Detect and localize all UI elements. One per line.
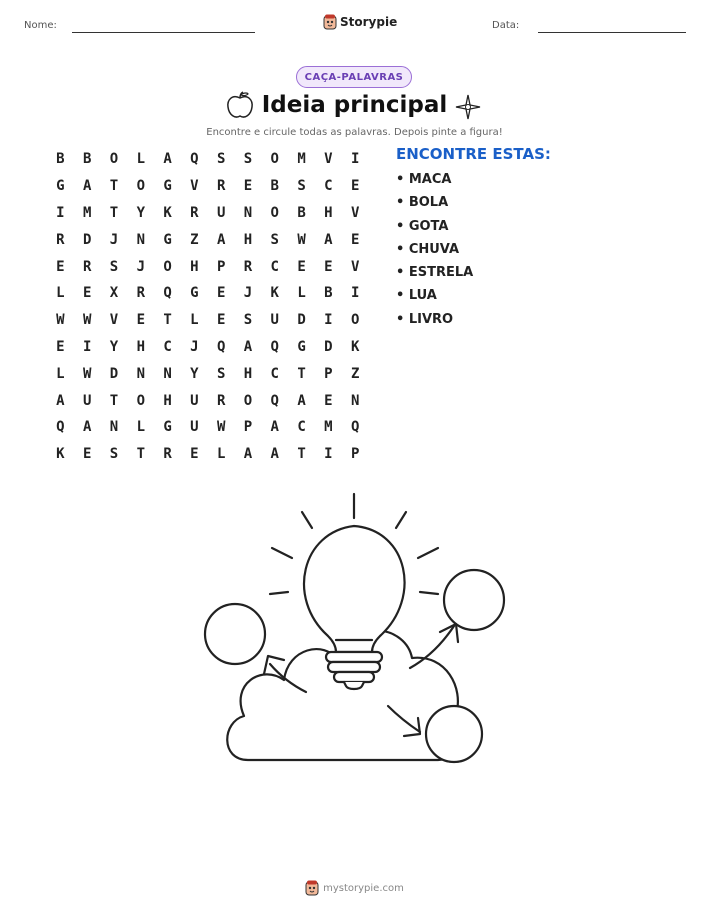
grid-letter[interactable]: S — [109, 446, 119, 463]
word-list-item: • LIVRO — [396, 311, 454, 327]
grid-letter[interactable]: E — [56, 258, 65, 275]
grid-letter[interactable]: A — [82, 178, 92, 195]
grid-letter[interactable]: S — [216, 151, 226, 168]
grid-letter[interactable]: W — [56, 312, 65, 329]
grid-letter[interactable]: H — [324, 204, 333, 221]
grid-letter[interactable]: E — [297, 258, 306, 275]
grid-letter[interactable]: E — [324, 258, 333, 275]
grid-letter[interactable]: G — [190, 285, 199, 302]
grid-letter[interactable]: B — [56, 151, 65, 168]
grid-letter[interactable]: Q — [163, 285, 172, 302]
grid-letter[interactable]: T — [109, 178, 119, 195]
grid-letter[interactable]: I — [350, 151, 360, 168]
grid-letter[interactable]: A — [216, 231, 226, 248]
storypie-mascot-icon — [305, 880, 319, 896]
grid-letter[interactable]: W — [82, 312, 92, 329]
grid-letter[interactable]: U — [270, 312, 279, 329]
footer — [0, 880, 709, 896]
grid-letter[interactable]: H — [190, 258, 199, 275]
grid-letter[interactable]: Z — [190, 231, 199, 248]
grid-letter[interactable]: W — [216, 419, 226, 436]
grid-letter[interactable]: E — [243, 178, 253, 195]
grid-letter[interactable]: Y — [190, 365, 199, 382]
brand-logo — [323, 14, 397, 30]
grid-letter[interactable]: S — [243, 312, 253, 329]
grid-letter[interactable]: L — [297, 285, 306, 302]
grid-row — [47, 360, 369, 387]
grid-row — [47, 334, 369, 361]
grid-letter[interactable]: R — [190, 204, 199, 221]
grid-row — [47, 441, 369, 468]
grid-letter[interactable]: X — [109, 285, 119, 302]
sparkle-icon — [455, 94, 481, 120]
grid-letter[interactable]: I — [350, 285, 360, 302]
date-label: Data: — [492, 20, 520, 31]
grid-letter[interactable]: R — [82, 258, 92, 275]
grid-row — [47, 200, 369, 227]
grid-letter[interactable]: E — [56, 338, 65, 355]
grid-letter[interactable]: H — [136, 338, 145, 355]
grid-letter[interactable]: Y — [109, 338, 119, 355]
grid-letter[interactable]: E — [216, 312, 226, 329]
grid-letter[interactable]: P — [324, 365, 333, 382]
word-list — [396, 172, 473, 335]
grid-letter[interactable]: Z — [350, 365, 360, 382]
page-title: Ideia principal — [261, 92, 448, 118]
grid-letter[interactable]: A — [163, 151, 172, 168]
grid-letter[interactable]: P — [350, 446, 360, 463]
grid-letter[interactable]: A — [243, 338, 253, 355]
word-list-item: • CHUVA — [396, 241, 460, 257]
grid-letter[interactable]: Q — [270, 338, 279, 355]
grid-letter[interactable]: A — [324, 231, 333, 248]
grid-letter[interactable]: V — [350, 258, 360, 275]
grid-letter[interactable]: E — [82, 285, 92, 302]
grid-letter[interactable]: L — [56, 285, 65, 302]
grid-letter[interactable]: E — [216, 285, 226, 302]
grid-letter[interactable]: I — [56, 204, 65, 221]
word-list-item: • GOTA — [396, 218, 449, 234]
grid-letter[interactable]: E — [136, 312, 145, 329]
date-line[interactable] — [538, 32, 686, 33]
grid-letter[interactable]: K — [270, 285, 279, 302]
grid-letter[interactable]: O — [136, 392, 145, 409]
grid-letter[interactable]: N — [243, 204, 253, 221]
grid-letter[interactable]: L — [190, 312, 199, 329]
grid-letter[interactable]: G — [297, 338, 306, 355]
grid-letter[interactable]: S — [216, 365, 226, 382]
grid-letter[interactable]: A — [297, 392, 306, 409]
grid-letter[interactable]: C — [270, 365, 279, 382]
grid-letter[interactable]: A — [270, 419, 279, 436]
grid-letter[interactable]: H — [243, 231, 253, 248]
grid-letter[interactable]: R — [216, 392, 226, 409]
grid-letter[interactable]: T — [297, 365, 306, 382]
grid-letter[interactable]: D — [297, 312, 306, 329]
grid-letter[interactable]: K — [56, 446, 65, 463]
grid-letter[interactable]: B — [270, 178, 279, 195]
grid-letter[interactable]: H — [163, 392, 172, 409]
grid-row — [47, 226, 369, 253]
grid-letter[interactable]: R — [163, 446, 172, 463]
grid-letter[interactable]: V — [109, 312, 119, 329]
grid-letter[interactable]: T — [109, 204, 119, 221]
grid-letter[interactable]: T — [163, 312, 172, 329]
grid-letter[interactable]: L — [136, 419, 145, 436]
grid-letter[interactable]: L — [56, 365, 65, 382]
word-list-item: • LUA — [396, 288, 437, 304]
grid-letter[interactable]: R — [243, 258, 253, 275]
grid-letter[interactable]: S — [297, 178, 306, 195]
grid-letter[interactable]: E — [82, 446, 92, 463]
grid-letter[interactable]: Q — [270, 392, 279, 409]
grid-letter[interactable]: B — [324, 285, 333, 302]
grid-letter[interactable]: R — [56, 231, 65, 248]
grid-letter[interactable]: N — [350, 392, 360, 409]
grid-letter[interactable]: Q — [56, 419, 65, 436]
grid-letter[interactable]: Y — [136, 204, 145, 221]
grid-letter[interactable]: W — [82, 365, 92, 382]
lightbulb-cloud-idea-illustration[interactable] — [198, 488, 510, 773]
grid-letter[interactable]: N — [163, 365, 172, 382]
grid-letter[interactable]: N — [136, 365, 145, 382]
grid-letter[interactable]: E — [350, 178, 360, 195]
grid-letter[interactable]: O — [136, 178, 145, 195]
grid-row — [47, 414, 369, 441]
grid-letter[interactable]: E — [324, 392, 333, 409]
grid-letter[interactable]: V — [324, 151, 333, 168]
grid-letter[interactable]: C — [270, 258, 279, 275]
word-list-item: • ESTRELA — [396, 265, 474, 281]
grid-row — [47, 173, 369, 200]
grid-letter[interactable]: K — [163, 204, 172, 221]
word-list-item: • MACA — [396, 172, 452, 187]
grid-letter[interactable]: J — [136, 258, 145, 275]
grid-letter[interactable]: Q — [190, 151, 199, 168]
grid-letter[interactable]: K — [350, 338, 360, 355]
grid-letter[interactable]: H — [243, 365, 253, 382]
grid-letter[interactable]: Q — [216, 338, 226, 355]
category-badge: CAÇA-PALAVRAS — [296, 66, 412, 88]
grid-letter[interactable]: M — [324, 419, 333, 436]
grid-row — [47, 387, 369, 414]
grid-letter[interactable]: B — [297, 204, 306, 221]
grid-letter[interactable]: U — [190, 419, 199, 436]
grid-letter[interactable]: G — [163, 231, 172, 248]
grid-letter[interactable]: I — [82, 338, 92, 355]
grid-letter[interactable]: D — [109, 365, 119, 382]
grid-letter[interactable]: U — [190, 392, 199, 409]
footer-url: mystorypie.com — [323, 882, 404, 894]
grid-letter[interactable]: A — [243, 446, 253, 463]
grid-letter[interactable]: P — [243, 419, 253, 436]
storypie-mascot-icon — [323, 14, 337, 30]
grid-letter[interactable]: O — [163, 258, 172, 275]
grid-letter[interactable]: O — [350, 312, 360, 329]
grid-letter[interactable]: V — [190, 178, 199, 195]
grid-letter[interactable]: N — [109, 419, 119, 436]
grid-letter[interactable]: T — [297, 446, 306, 463]
name-line[interactable] — [72, 32, 255, 33]
grid-letter[interactable]: O — [243, 392, 253, 409]
grid-letter[interactable]: O — [109, 151, 119, 168]
word-search-grid[interactable] — [47, 146, 369, 468]
grid-letter[interactable]: C — [297, 419, 306, 436]
grid-letter[interactable]: R — [216, 178, 226, 195]
grid-row — [47, 253, 369, 280]
grid-letter[interactable]: V — [350, 204, 360, 221]
grid-letter[interactable]: J — [243, 285, 253, 302]
grid-letter[interactable]: M — [82, 204, 92, 221]
grid-letter[interactable]: D — [324, 338, 333, 355]
grid-letter[interactable]: S — [270, 231, 279, 248]
grid-letter[interactable]: O — [270, 204, 279, 221]
grid-letter[interactable]: A — [82, 419, 92, 436]
grid-letter[interactable]: C — [163, 338, 172, 355]
word-list-item: • BOLA — [396, 195, 449, 211]
grid-letter[interactable]: E — [190, 446, 199, 463]
grid-letter[interactable]: I — [324, 446, 333, 463]
grid-row — [47, 146, 369, 173]
grid-letter[interactable]: J — [190, 338, 199, 355]
name-label: Nome: — [24, 20, 57, 31]
brand-name: Storypie — [340, 15, 398, 29]
grid-letter[interactable]: C — [324, 178, 333, 195]
grid-letter[interactable]: U — [216, 204, 226, 221]
grid-letter[interactable]: Q — [350, 419, 360, 436]
grid-letter[interactable]: G — [56, 178, 65, 195]
grid-letter[interactable]: E — [350, 231, 360, 248]
grid-letter[interactable]: W — [297, 231, 306, 248]
grid-letter[interactable]: T — [109, 392, 119, 409]
instructions: Encontre e circule todas as palavras. Depois pinte a figura! — [206, 127, 503, 138]
grid-letter[interactable]: A — [56, 392, 65, 409]
grid-letter[interactable]: A — [270, 446, 279, 463]
grid-letter[interactable]: M — [297, 151, 306, 168]
grid-letter[interactable]: P — [216, 258, 226, 275]
grid-letter[interactable]: G — [163, 419, 172, 436]
grid-row — [47, 280, 369, 307]
grid-letter[interactable]: S — [109, 258, 119, 275]
grid-letter[interactable]: I — [324, 312, 333, 329]
grid-letter[interactable]: L — [216, 446, 226, 463]
word-list-title: ENCONTRE ESTAS: — [396, 145, 551, 163]
grid-letter[interactable]: U — [82, 392, 92, 409]
grid-row — [47, 307, 369, 334]
grid-letter[interactable]: B — [82, 151, 92, 168]
grid-letter[interactable]: L — [136, 151, 145, 168]
grid-letter[interactable]: N — [136, 231, 145, 248]
grid-letter[interactable]: R — [136, 285, 145, 302]
grid-letter[interactable]: O — [270, 151, 279, 168]
grid-letter[interactable]: G — [163, 178, 172, 195]
grid-letter[interactable]: S — [243, 151, 253, 168]
grid-letter[interactable]: T — [136, 446, 145, 463]
grid-letter[interactable]: D — [82, 231, 92, 248]
grid-letter[interactable]: J — [109, 231, 119, 248]
